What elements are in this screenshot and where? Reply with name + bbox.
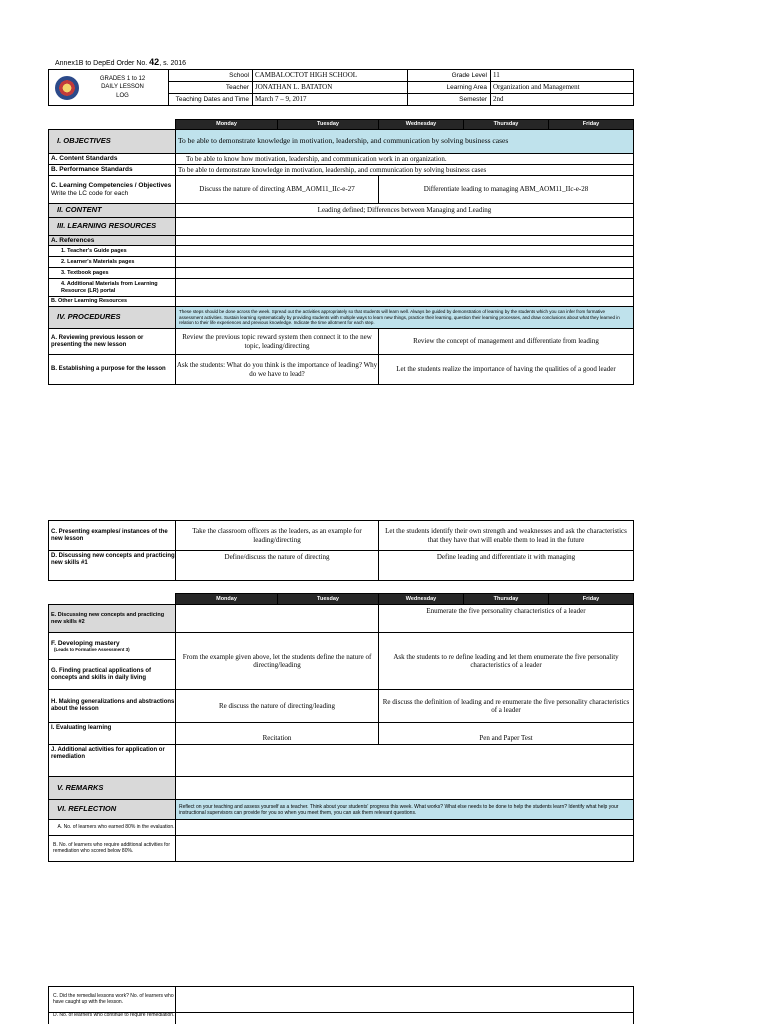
learners-materials-label: 2. Learner's Materials pages <box>49 257 176 268</box>
title-line-3: LOG <box>116 92 129 99</box>
competencies-label: C. Learning Competencies / Objectives Write the LC code for each <box>49 176 176 204</box>
day-friday: Friday <box>549 120 634 130</box>
remarks-heading: V. REMARKS <box>49 777 176 800</box>
teacher-label: Teacher <box>169 82 253 94</box>
proc-fg-1: From the example given above, let the students define the nature of directing/leading <box>176 633 379 690</box>
proc-h-2: Re discuss the definition of leading and re enumerate the five personality characteristics of a leader <box>379 690 634 723</box>
content-standards-text: To be able to know how motivation, leadership, and communication work in an organization. <box>176 154 634 165</box>
proc-fg-2: Ask the students to re define leading and let them enumerate the five personality characteristics of a leader <box>379 633 634 690</box>
title-line-2: DAILY LESSON <box>101 84 144 91</box>
reflection-c-label: C. Did the remedial lessons work? No. of learners who have caught up with the lesson. <box>49 987 176 1013</box>
content-heading: II. CONTENT <box>49 204 176 218</box>
proc-d-label: D. Discussing new concepts and practicing new skills #1 <box>49 551 176 581</box>
dates-label: Teaching Dates and Time <box>169 94 253 106</box>
header-table <box>48 69 634 106</box>
textbook-pages-label: 3. Textbook pages <box>49 268 176 279</box>
proc-d-2: Define leading and differentiate it with managing <box>379 551 634 581</box>
dates-value: March 7 – 9, 2017 <box>253 94 408 106</box>
school-value: CAMBALOCTOT HIGH SCHOOL <box>253 70 408 82</box>
day-wednesday: Wednesday <box>379 120 464 130</box>
proc-b-2: Let the students realize the importance of having the qualities of a good leader <box>379 355 634 385</box>
day-tuesday-2: Tuesday <box>278 594 379 605</box>
main-table-4 <box>48 986 634 1024</box>
proc-a-1: Review the previous topic reward system then connect it to the new topic, leading/directing <box>176 329 379 355</box>
day-thursday-2: Thursday <box>464 594 549 605</box>
proc-b-label: B. Establishing a purpose for the lesson <box>49 355 176 385</box>
area-label: Learning Area <box>408 82 491 94</box>
main-table-1 <box>48 119 634 385</box>
proc-b-1: Ask the students: What do you think is the importance of leading? Why do we have to lead? <box>176 355 379 385</box>
proc-h-label: H. Making generalizations and abstractions about the lesson <box>49 690 176 723</box>
proc-d-1: Define/discuss the nature of directing <box>176 551 379 581</box>
day-thursday: Thursday <box>464 120 549 130</box>
content-text: Leading defined; Differences between Managing and Leading <box>176 204 634 218</box>
proc-i-2: Pen and Paper Test <box>379 723 634 745</box>
reflection-heading: VI. REFLECTION <box>49 800 176 820</box>
procedures-heading: IV. PROCEDURES <box>49 307 176 329</box>
proc-a-2: Review the concept of management and differentiate from leading <box>379 329 634 355</box>
grade-label: Grade Level <box>408 70 491 82</box>
day-wednesday-2: Wednesday <box>379 594 464 605</box>
proc-j-label: J. Additional activities for application or remediation <box>49 745 176 777</box>
teacher-value: JONATHAN L. BATATON <box>253 82 408 94</box>
semester-value: 2nd <box>491 94 634 106</box>
title-line-1: GRADES 1 to 12 <box>99 75 146 82</box>
proc-e-2: Enumerate the five personality characteristics of a leader <box>379 605 634 633</box>
deped-seal-icon <box>55 76 79 100</box>
reflection-d-label: D. No. of learners who continue to require remediation. <box>49 1013 176 1024</box>
competency-1: Discuss the nature of directing ABM_AOM11_IIc-e-27 <box>176 176 379 204</box>
day-monday: Monday <box>176 120 278 130</box>
lr-portal-label: 4. Additional Materials from Learning Resource (LR) portal <box>49 279 176 297</box>
day-friday-2: Friday <box>549 594 634 605</box>
resources-heading: III. LEARNING RESOURCES <box>49 218 176 236</box>
references-label: A. References <box>49 236 176 246</box>
day-tuesday: Tuesday <box>278 120 379 130</box>
performance-standards-label: B. Performance Standards <box>49 165 176 176</box>
proc-i-label: I. Evaluating learning <box>49 723 176 745</box>
annex-line: Annex1B to DepEd Order No. 42, s. 2016 <box>55 57 187 67</box>
objectives-heading: I. OBJECTIVES <box>49 130 176 154</box>
objectives-text: To be able to demonstrate knowledge in motivation, leadership, and communication by solving business cases <box>176 130 634 154</box>
grade-value: 11 <box>491 70 634 82</box>
procedures-note: These steps should be done across the week. Spread out the activities appropriately so that students will learn well. Always be guided by demonstration of learning by the students which you can infer from formative assessment activities. Sustain learning systematically by providing students with multiple ways to learn new things, practice their learning, question their learning processes, and draw conclusions about what they learned in relation to their life experiences and previous knowledge. Indicate the time allotment for each step. <box>176 307 634 329</box>
proc-e-label: E. Discussing new concepts and practicing new skills #2 <box>49 605 176 633</box>
proc-h-1: Re discuss the nature of directing/leading <box>176 690 379 723</box>
competency-2: Differentiate leading to managing ABM_AOM11_IIc-e-28 <box>379 176 634 204</box>
other-resources-label: B. Other Learning Resources <box>49 297 176 307</box>
performance-standards-text: To be able to demonstrate knowledge in motivation, leadership, and communication by solving business cases <box>176 165 634 176</box>
proc-a-label: A. Reviewing previous lesson or presenting the new lesson <box>49 329 176 355</box>
proc-c-1: Take the classroom officers as the leaders, as an example for leading/directing <box>176 521 379 551</box>
area-value: Organization and Management <box>491 82 634 94</box>
proc-i-1: Recitation <box>176 723 379 745</box>
day-monday-2: Monday <box>176 594 278 605</box>
school-label: School <box>169 70 253 82</box>
content-standards-label: A. Content Standards <box>49 154 176 165</box>
reflection-b-label: B. No. of learners who require additional activities for remediation who scored below 80%. <box>49 836 176 862</box>
proc-g-label: G. Finding practical applications of concepts and skills in daily living <box>49 660 176 690</box>
proc-c-label: C. Presenting examples/ instances of the new lesson <box>49 521 176 551</box>
teachers-guide-label: 1. Teacher's Guide pages <box>49 246 176 257</box>
proc-c-2: Let the students identify their own strength and weaknesses and ask the characteristics that they have that will enable them to lead in the future <box>379 521 634 551</box>
reflection-a-label: A. No. of learners who earned 80% in the evaluation. <box>49 820 176 836</box>
semester-label: Semester <box>408 94 491 106</box>
main-table-2 <box>48 520 634 581</box>
proc-f-label: F. Developing mastery (Leads to Formative Assessment 3) <box>49 633 176 660</box>
reflection-note: Reflect on your teaching and assess yourself as a teacher. Think about your students' progress this week. What works? What else needs to be done to help the students learn? Identify what help your instructional supervisors can provide for you so when you meet them, you can ask them relevant questions. <box>176 800 634 820</box>
main-table-3 <box>48 593 634 862</box>
